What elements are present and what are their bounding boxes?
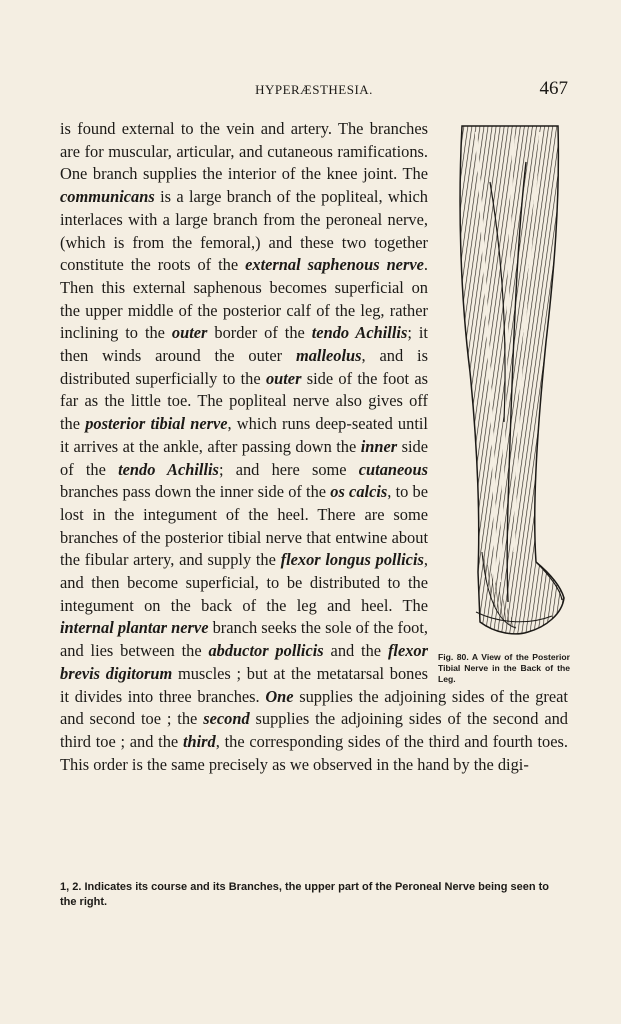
body-emphasis: third: [182, 731, 216, 751]
body-span: is found external to the vein and artery. The branches are for muscular, articular, and cutaneous ramifications. One branch supplies the interior of the knee joint. The: [60, 119, 428, 184]
body-span: , and then become superficial, to be distributed to the integument on the back of the leg and heel. The: [60, 550, 428, 615]
body-span: side of the foot as far as the little toe. The popliteal nerve also gives off the: [60, 368, 429, 434]
body-emphasis: second: [203, 709, 250, 729]
body-span: . Then this external saphenous becomes superficial on the upper middle of the posterior calf of the leg, rather inclining to the: [60, 255, 428, 343]
body-span: supplies the adjoining sides of the great and second toe ; the: [60, 686, 568, 729]
body-span: side of the: [60, 436, 428, 479]
body-emphasis: flexor longus pollicis: [280, 550, 424, 570]
body-emphasis: external saphenous nerve: [245, 255, 424, 275]
body-span: , and is distributed superficially to the: [60, 346, 428, 388]
body-emphasis: tendo Achillis: [311, 323, 408, 343]
body-emphasis: posterior tibial nerve: [85, 414, 228, 434]
figure-footnote: 1, 2. Indicates its course and its Branches, the upper part of the Peroneal Nerve being seen to the right.: [60, 881, 550, 908]
running-title: HYPERÆSTHESIA.: [255, 82, 373, 97]
body-span: , to be lost in the integument of the heel. There are some branches of the posterior tibial nerve that entwine about the fibular artery, and supply the: [60, 482, 429, 570]
body-emphasis: cutaneous: [358, 459, 429, 479]
body-span: ; it then winds around the outer: [60, 323, 428, 366]
body-emphasis: abductor pollicis: [208, 641, 324, 661]
body-emphasis: tendo Achillis: [118, 459, 219, 479]
body-span: muscles ; but at the metatarsal bones it divides into three branches.: [60, 663, 428, 706]
body-span: is a large branch of the popliteal, which interlaces with a large branch from the peroneal nerve, (which is from the femoral,) and these two together constitute the roots of the: [60, 187, 428, 275]
body-span: and the: [323, 641, 388, 661]
body-emphasis: outer: [171, 323, 208, 343]
figure-80: [438, 122, 570, 684]
body-span: branch seeks the sole of the foot, and lies between the: [60, 618, 428, 661]
body-span: branches pass down the inner side of the: [60, 482, 331, 502]
body-emphasis: inner: [360, 436, 398, 456]
body-emphasis: outer: [265, 368, 302, 388]
body-emphasis: communicans: [60, 187, 155, 207]
body-span: ; and here some: [218, 459, 359, 479]
body-emphasis: os calcis: [330, 482, 388, 502]
body-emphasis: One: [265, 686, 294, 706]
body-text: [60, 118, 568, 776]
body-span: , the corresponding sides of the third and fourth toes. This order is the same precisely as we observed in the hand by the digi-: [60, 731, 568, 774]
running-head: [60, 78, 568, 102]
body-emphasis: malleolus: [295, 346, 362, 366]
figure-caption: Fig. 80. A View of the Posterior Tibial Nerve in the Back of the Leg.: [438, 652, 570, 684]
body-span: supplies the adjoining sides of the second and third toe ; and the: [60, 709, 568, 751]
leg-anatomy-illustration: [456, 122, 566, 640]
body-span: border of the: [207, 323, 312, 343]
body-span: , which runs deep-seated until it arrives at the ankle, after passing down the: [60, 414, 428, 456]
page-number: 467: [539, 78, 568, 99]
body-emphasis: internal plantar nerve: [60, 618, 209, 638]
body-emphasis: flexor brevis digitorum: [60, 641, 428, 683]
